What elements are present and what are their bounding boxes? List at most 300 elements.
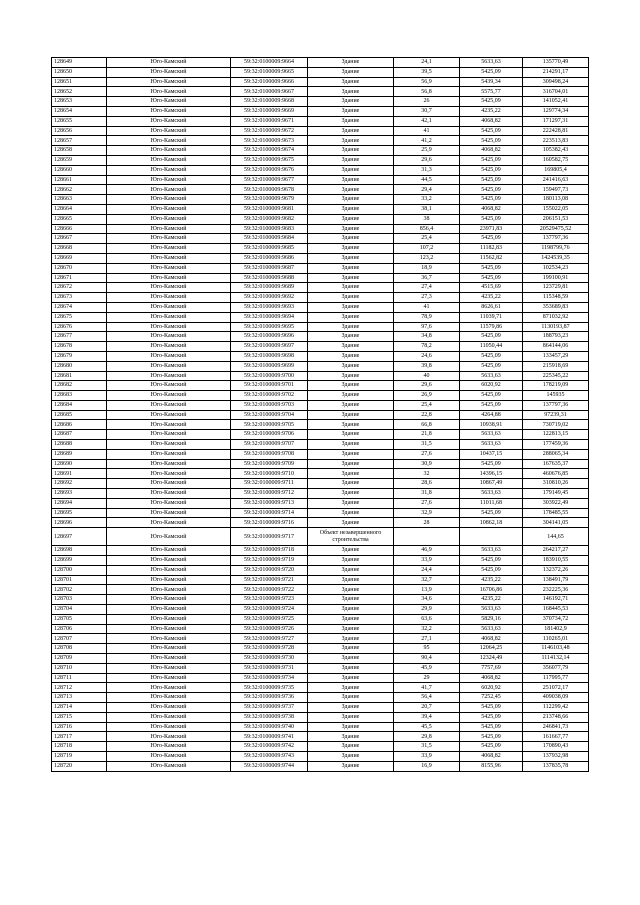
cadastral-number-cell: 59:32:0100009:9672 (231, 126, 308, 136)
table-row (52, 342, 589, 352)
cadastral-number-cell: 59:32:0100009:9710 (231, 469, 308, 479)
specific-value-cell: 8626,61 (460, 302, 523, 312)
district-cell: Юго-Камский (107, 244, 231, 254)
cadastral-number-cell: 59:32:0100009:9688 (231, 273, 308, 283)
table-row (52, 605, 589, 615)
specific-value-cell: 5633,63 (460, 546, 523, 556)
area-cell: 32,9 (394, 508, 460, 518)
row-number-cell: 128710 (52, 663, 107, 673)
district-cell: Юго-Камский (107, 224, 231, 234)
object-type-cell: Здание (308, 440, 394, 450)
cadastral-number-cell: 59:32:0100009:9704 (231, 410, 308, 420)
district-cell: Юго-Камский (107, 312, 231, 322)
table-row (52, 77, 589, 87)
district-cell: Юго-Камский (107, 712, 231, 722)
specific-value-cell: 5425,09 (460, 175, 523, 185)
district-cell: Юго-Камский (107, 204, 231, 214)
table-row (52, 214, 589, 224)
table-row (52, 293, 589, 303)
cadastral-number-cell: 59:32:0100009:9711 (231, 479, 308, 489)
table-row (52, 654, 589, 664)
area-cell: 27,1 (394, 634, 460, 644)
table-row (52, 361, 589, 371)
cadastral-number-cell: 59:32:0100009:9713 (231, 498, 308, 508)
area-cell: 13,9 (394, 585, 460, 595)
cadastral-value-cell: 310810,26 (523, 479, 589, 489)
cadastral-number-cell: 59:32:0100009:9741 (231, 732, 308, 742)
table-row (52, 440, 589, 450)
cadastral-number-cell: 59:32:0100009:9683 (231, 224, 308, 234)
area-cell: 26,9 (394, 391, 460, 401)
row-number-cell: 128709 (52, 654, 107, 664)
row-number-cell: 128654 (52, 106, 107, 116)
cadastral-number-cell: 59:32:0100009:9687 (231, 263, 308, 273)
cadastral-value-cell: 129774,34 (523, 106, 589, 116)
district-cell: Юго-Камский (107, 126, 231, 136)
object-type-cell: Здание (308, 459, 394, 469)
specific-value-cell (460, 528, 523, 546)
district-cell: Юго-Камский (107, 136, 231, 146)
cadastral-value-cell: 1198799,76 (523, 244, 589, 254)
cadastral-number-cell: 59:32:0100009:9735 (231, 683, 308, 693)
row-number-cell: 128688 (52, 440, 107, 450)
cadastral-value-cell: 155022,05 (523, 204, 589, 214)
district-cell: Юго-Камский (107, 634, 231, 644)
cadastral-number-cell: 59:32:0100009:9716 (231, 518, 308, 528)
area-cell: 45,5 (394, 722, 460, 732)
table-row (52, 195, 589, 205)
cadastral-value-cell: 223513,83 (523, 136, 589, 146)
specific-value-cell: 4068,82 (460, 116, 523, 126)
table-row (52, 722, 589, 732)
table-row (52, 624, 589, 634)
object-type-cell: Здание (308, 654, 394, 664)
row-number-cell: 128664 (52, 204, 107, 214)
row-number-cell: 128700 (52, 565, 107, 575)
district-cell: Юго-Камский (107, 673, 231, 683)
district-cell: Юго-Камский (107, 498, 231, 508)
area-cell: 24,6 (394, 351, 460, 361)
cadastral-number-cell: 59:32:0100009:9730 (231, 654, 308, 664)
cadastral-number-cell: 59:32:0100009:9692 (231, 293, 308, 303)
table-row (52, 761, 589, 771)
specific-value-cell: 5425,09 (460, 214, 523, 224)
area-cell: 31,5 (394, 742, 460, 752)
cadastral-number-cell: 59:32:0100009:9664 (231, 58, 308, 68)
district-cell: Юго-Камский (107, 410, 231, 420)
cadastral-number-cell: 59:32:0100009:9725 (231, 614, 308, 624)
district-cell: Юго-Камский (107, 663, 231, 673)
cadastral-value-cell: 215918,69 (523, 361, 589, 371)
specific-value-cell: 5425,09 (460, 155, 523, 165)
cadastral-number-cell: 59:32:0100009:9678 (231, 185, 308, 195)
specific-value-cell: 4264,88 (460, 410, 523, 420)
row-number-cell: 128649 (52, 58, 107, 68)
table-row (52, 742, 589, 752)
specific-value-cell: 11579,86 (460, 322, 523, 332)
table-row (52, 498, 589, 508)
table-row (52, 253, 589, 263)
area-cell: 46,9 (394, 546, 460, 556)
object-type-cell: Здание (308, 322, 394, 332)
specific-value-cell: 5425,09 (460, 332, 523, 342)
row-number-cell: 128720 (52, 761, 107, 771)
object-type-cell: Здание (308, 489, 394, 499)
area-cell: 45,9 (394, 663, 460, 673)
cadastral-value-cell: 138491,79 (523, 575, 589, 585)
table-row (52, 273, 589, 283)
cadastral-number-cell: 59:32:0100009:9724 (231, 605, 308, 615)
district-cell: Юго-Камский (107, 165, 231, 175)
object-type-cell: Здание (308, 332, 394, 342)
area-cell: 95 (394, 644, 460, 654)
specific-value-cell: 4068,82 (460, 751, 523, 761)
cadastral-value-cell: 112299,42 (523, 703, 589, 713)
table-row (52, 528, 589, 546)
cadastral-value-cell: 133457,29 (523, 351, 589, 361)
cadastral-number-cell: 59:32:0100009:9698 (231, 351, 308, 361)
area-cell: 44,5 (394, 175, 460, 185)
district-cell: Юго-Камский (107, 361, 231, 371)
specific-value-cell: 5425,09 (460, 732, 523, 742)
cadastral-value-cell: 137797,36 (523, 400, 589, 410)
cadastral-number-cell: 59:32:0100009:9674 (231, 146, 308, 156)
area-cell: 34,6 (394, 595, 460, 605)
cadastral-number-cell: 59:32:0100009:9712 (231, 489, 308, 499)
district-cell: Юго-Камский (107, 565, 231, 575)
table-row (52, 126, 589, 136)
area-cell: 25,4 (394, 400, 460, 410)
specific-value-cell: 11039,71 (460, 312, 523, 322)
object-type-cell: Здание (308, 312, 394, 322)
specific-value-cell: 4068,82 (460, 146, 523, 156)
table-row (52, 430, 589, 440)
table-row (52, 263, 589, 273)
cadastral-value-cell: 168445,53 (523, 605, 589, 615)
object-type-cell: Здание (308, 293, 394, 303)
cadastral-number-cell: 59:32:0100009:9697 (231, 342, 308, 352)
district-cell: Юго-Камский (107, 116, 231, 126)
object-type-cell: Здание (308, 575, 394, 585)
row-number-cell: 128689 (52, 449, 107, 459)
area-cell: 22,8 (394, 410, 460, 420)
cadastral-value-cell: 135770,49 (523, 58, 589, 68)
cadastral-number-cell: 59:32:0100009:9685 (231, 244, 308, 254)
district-cell: Юго-Камский (107, 761, 231, 771)
area-cell: 32,7 (394, 575, 460, 585)
row-number-cell: 128670 (52, 263, 107, 273)
area-cell: 56,8 (394, 87, 460, 97)
object-type-cell: Здание (308, 391, 394, 401)
table-row (52, 489, 589, 499)
specific-value-cell: 12324,49 (460, 654, 523, 664)
district-cell: Юго-Камский (107, 693, 231, 703)
table-row (52, 165, 589, 175)
cadastral-value-cell: 1146103,48 (523, 644, 589, 654)
district-cell: Юго-Камский (107, 742, 231, 752)
object-type-cell: Здание (308, 556, 394, 566)
district-cell: Юго-Камский (107, 585, 231, 595)
object-type-cell: Здание (308, 722, 394, 732)
row-number-cell: 128699 (52, 556, 107, 566)
row-number-cell: 128658 (52, 146, 107, 156)
specific-value-cell: 5425,09 (460, 742, 523, 752)
table-row (52, 87, 589, 97)
district-cell: Юго-Камский (107, 302, 231, 312)
cadastral-value-cell: 110265,01 (523, 634, 589, 644)
district-cell: Юго-Камский (107, 146, 231, 156)
object-type-cell: Здание (308, 234, 394, 244)
specific-value-cell: 5425,09 (460, 565, 523, 575)
cadastral-value-cell: 170890,43 (523, 742, 589, 752)
table-row (52, 751, 589, 761)
row-number-cell: 128675 (52, 312, 107, 322)
row-number-cell: 128694 (52, 498, 107, 508)
cadastral-number-cell: 59:32:0100009:9673 (231, 136, 308, 146)
object-type-cell: Здание (308, 371, 394, 381)
district-cell: Юго-Камский (107, 703, 231, 713)
specific-value-cell: 6020,92 (460, 381, 523, 391)
area-cell: 32,2 (394, 624, 460, 634)
object-type-cell: Здание (308, 400, 394, 410)
cadastral-number-cell: 59:32:0100009:9743 (231, 751, 308, 761)
object-type-cell: Здание (308, 116, 394, 126)
row-number-cell: 128652 (52, 87, 107, 97)
table-row (52, 449, 589, 459)
district-cell: Юго-Камский (107, 449, 231, 459)
district-cell: Юго-Камский (107, 322, 231, 332)
row-number-cell: 128667 (52, 234, 107, 244)
specific-value-cell: 11562,82 (460, 253, 523, 263)
district-cell: Юго-Камский (107, 489, 231, 499)
cadastral-number-cell: 59:32:0100009:9677 (231, 175, 308, 185)
specific-value-cell: 14396,15 (460, 469, 523, 479)
object-type-cell: Здание (308, 712, 394, 722)
cadastral-value-cell: 115348,59 (523, 293, 589, 303)
row-number-cell: 128673 (52, 293, 107, 303)
area-cell: 16,9 (394, 761, 460, 771)
cadastral-value-cell: 161667,77 (523, 732, 589, 742)
area-cell: 31,3 (394, 165, 460, 175)
cadastral-value-cell: 871032,92 (523, 312, 589, 322)
area-cell: 41 (394, 126, 460, 136)
area-cell: 38,1 (394, 204, 460, 214)
specific-value-cell: 5425,09 (460, 722, 523, 732)
table-row (52, 116, 589, 126)
district-cell: Юго-Камский (107, 440, 231, 450)
object-type-cell: Здание (308, 342, 394, 352)
cadastral-number-cell: 59:32:0100009:9731 (231, 663, 308, 673)
table-row (52, 508, 589, 518)
row-number-cell: 128663 (52, 195, 107, 205)
cadastral-number-cell: 59:32:0100009:9681 (231, 204, 308, 214)
table-row (52, 459, 589, 469)
area-cell: 90,4 (394, 654, 460, 664)
district-cell: Юго-Камский (107, 97, 231, 107)
object-type-cell: Здание (308, 381, 394, 391)
row-number-cell: 128683 (52, 391, 107, 401)
specific-value-cell: 5829,16 (460, 614, 523, 624)
specific-value-cell: 4068,82 (460, 634, 523, 644)
specific-value-cell: 5425,09 (460, 459, 523, 469)
area-cell: 29,4 (394, 185, 460, 195)
row-number-cell: 128696 (52, 518, 107, 528)
table-row (52, 469, 589, 479)
row-number-cell: 128697 (52, 528, 107, 546)
cadastral-number-cell: 59:32:0100009:9693 (231, 302, 308, 312)
cadastral-value-cell: 206151,53 (523, 214, 589, 224)
table-row (52, 391, 589, 401)
district-cell: Юго-Камский (107, 654, 231, 664)
object-type-cell: Здание (308, 165, 394, 175)
table-row (52, 693, 589, 703)
area-cell: 29,6 (394, 155, 460, 165)
specific-value-cell: 5425,09 (460, 273, 523, 283)
object-type-cell: Здание (308, 644, 394, 654)
district-cell: Юго-Камский (107, 106, 231, 116)
table-row (52, 185, 589, 195)
specific-value-cell: 6020,92 (460, 683, 523, 693)
cadastral-number-cell: 59:32:0100009:9682 (231, 214, 308, 224)
object-type-cell: Здание (308, 420, 394, 430)
district-cell: Юго-Камский (107, 58, 231, 68)
area-cell: 33,9 (394, 556, 460, 566)
object-type-cell: Здание (308, 204, 394, 214)
district-cell: Юго-Камский (107, 595, 231, 605)
specific-value-cell: 12064,25 (460, 644, 523, 654)
area-cell: 28 (394, 518, 460, 528)
cadastral-value-cell: 730719,02 (523, 420, 589, 430)
table-row (52, 410, 589, 420)
specific-value-cell: 4235,22 (460, 106, 523, 116)
area-cell: 29 (394, 673, 460, 683)
specific-value-cell: 4068,82 (460, 673, 523, 683)
cadastral-value-cell: 177459,36 (523, 440, 589, 450)
object-type-cell: Здание (308, 87, 394, 97)
table-row (52, 479, 589, 489)
cadastral-number-cell: 59:32:0100009:9717 (231, 528, 308, 546)
row-number-cell: 128682 (52, 381, 107, 391)
specific-value-cell: 4515,69 (460, 283, 523, 293)
cadastral-number-cell: 59:32:0100009:9714 (231, 508, 308, 518)
row-number-cell: 128708 (52, 644, 107, 654)
cadastral-number-cell: 59:32:0100009:9700 (231, 371, 308, 381)
area-cell: 42,1 (394, 116, 460, 126)
cadastral-value-cell: 356077,79 (523, 663, 589, 673)
table-row (52, 146, 589, 156)
table-row (52, 371, 589, 381)
area-cell: 41,7 (394, 683, 460, 693)
cadastral-value-cell: 181402,9 (523, 624, 589, 634)
table-row (52, 244, 589, 254)
object-type-cell: Здание (308, 565, 394, 575)
cadastral-value-cell: 123729,81 (523, 283, 589, 293)
district-cell: Юго-Камский (107, 351, 231, 361)
area-cell: 39,4 (394, 712, 460, 722)
district-cell: Юго-Камский (107, 546, 231, 556)
table-row (52, 204, 589, 214)
row-number-cell: 128684 (52, 400, 107, 410)
object-type-cell: Здание (308, 732, 394, 742)
cadastral-number-cell: 59:32:0100009:9696 (231, 332, 308, 342)
cadastral-value-cell: 141052,41 (523, 97, 589, 107)
cadastral-value-cell: 117995,77 (523, 673, 589, 683)
object-type-cell: Здание (308, 742, 394, 752)
object-type-cell: Здание (308, 361, 394, 371)
row-number-cell: 128671 (52, 273, 107, 283)
object-type-cell: Здание (308, 518, 394, 528)
district-cell: Юго-Камский (107, 234, 231, 244)
row-number-cell: 128677 (52, 332, 107, 342)
district-cell: Юго-Камский (107, 605, 231, 615)
area-cell: 33,9 (394, 751, 460, 761)
specific-value-cell: 5425,09 (460, 263, 523, 273)
cadastral-value-cell: 409038,09 (523, 693, 589, 703)
cadastral-value-cell: 180113,08 (523, 195, 589, 205)
row-number-cell: 128655 (52, 116, 107, 126)
object-type-cell: Здание (308, 693, 394, 703)
table-row (52, 575, 589, 585)
table-row (52, 58, 589, 68)
specific-value-cell: 5425,09 (460, 165, 523, 175)
specific-value-cell: 7757,69 (460, 663, 523, 673)
cadastral-number-cell: 59:32:0100009:9706 (231, 430, 308, 440)
area-cell: 39,5 (394, 67, 460, 77)
row-number-cell: 128661 (52, 175, 107, 185)
cadastral-number-cell: 59:32:0100009:9736 (231, 693, 308, 703)
district-cell: Юго-Камский (107, 391, 231, 401)
specific-value-cell: 8155,96 (460, 761, 523, 771)
cadastral-value-cell: 169805,4 (523, 165, 589, 175)
table-row (52, 400, 589, 410)
object-type-cell: Здание (308, 703, 394, 713)
area-cell: 28,6 (394, 479, 460, 489)
cadastral-value-cell: 167635,37 (523, 459, 589, 469)
specific-value-cell: 11011,68 (460, 498, 523, 508)
object-type-cell: Здание (308, 155, 394, 165)
object-type-cell: Здание (308, 77, 394, 87)
object-type-cell: Здание (308, 410, 394, 420)
district-cell: Юго-Камский (107, 332, 231, 342)
table-row (52, 312, 589, 322)
row-number-cell: 128679 (52, 351, 107, 361)
area-cell: 41,2 (394, 136, 460, 146)
table-row (52, 175, 589, 185)
cadastral-value-cell: 1424539,35 (523, 253, 589, 263)
table-row (52, 155, 589, 165)
cadastral-value-cell: 264217,27 (523, 546, 589, 556)
specific-value-cell: 23971,83 (460, 224, 523, 234)
area-cell: 31,8 (394, 489, 460, 499)
district-cell: Юго-Камский (107, 67, 231, 77)
area-cell: 56,9 (394, 77, 460, 87)
district-cell: Юго-Камский (107, 683, 231, 693)
row-number-cell: 128705 (52, 614, 107, 624)
specific-value-cell: 5575,77 (460, 87, 523, 97)
row-number-cell: 128680 (52, 361, 107, 371)
row-number-cell: 128662 (52, 185, 107, 195)
table-row (52, 351, 589, 361)
area-cell: 27,4 (394, 283, 460, 293)
table-row (52, 302, 589, 312)
table-row (52, 585, 589, 595)
table-row (52, 703, 589, 713)
specific-value-cell: 5425,09 (460, 234, 523, 244)
object-type-cell: Здание (308, 263, 394, 273)
object-type-cell: Здание (308, 97, 394, 107)
cadastral-number-cell: 59:32:0100009:9734 (231, 673, 308, 683)
district-cell: Юго-Камский (107, 263, 231, 273)
